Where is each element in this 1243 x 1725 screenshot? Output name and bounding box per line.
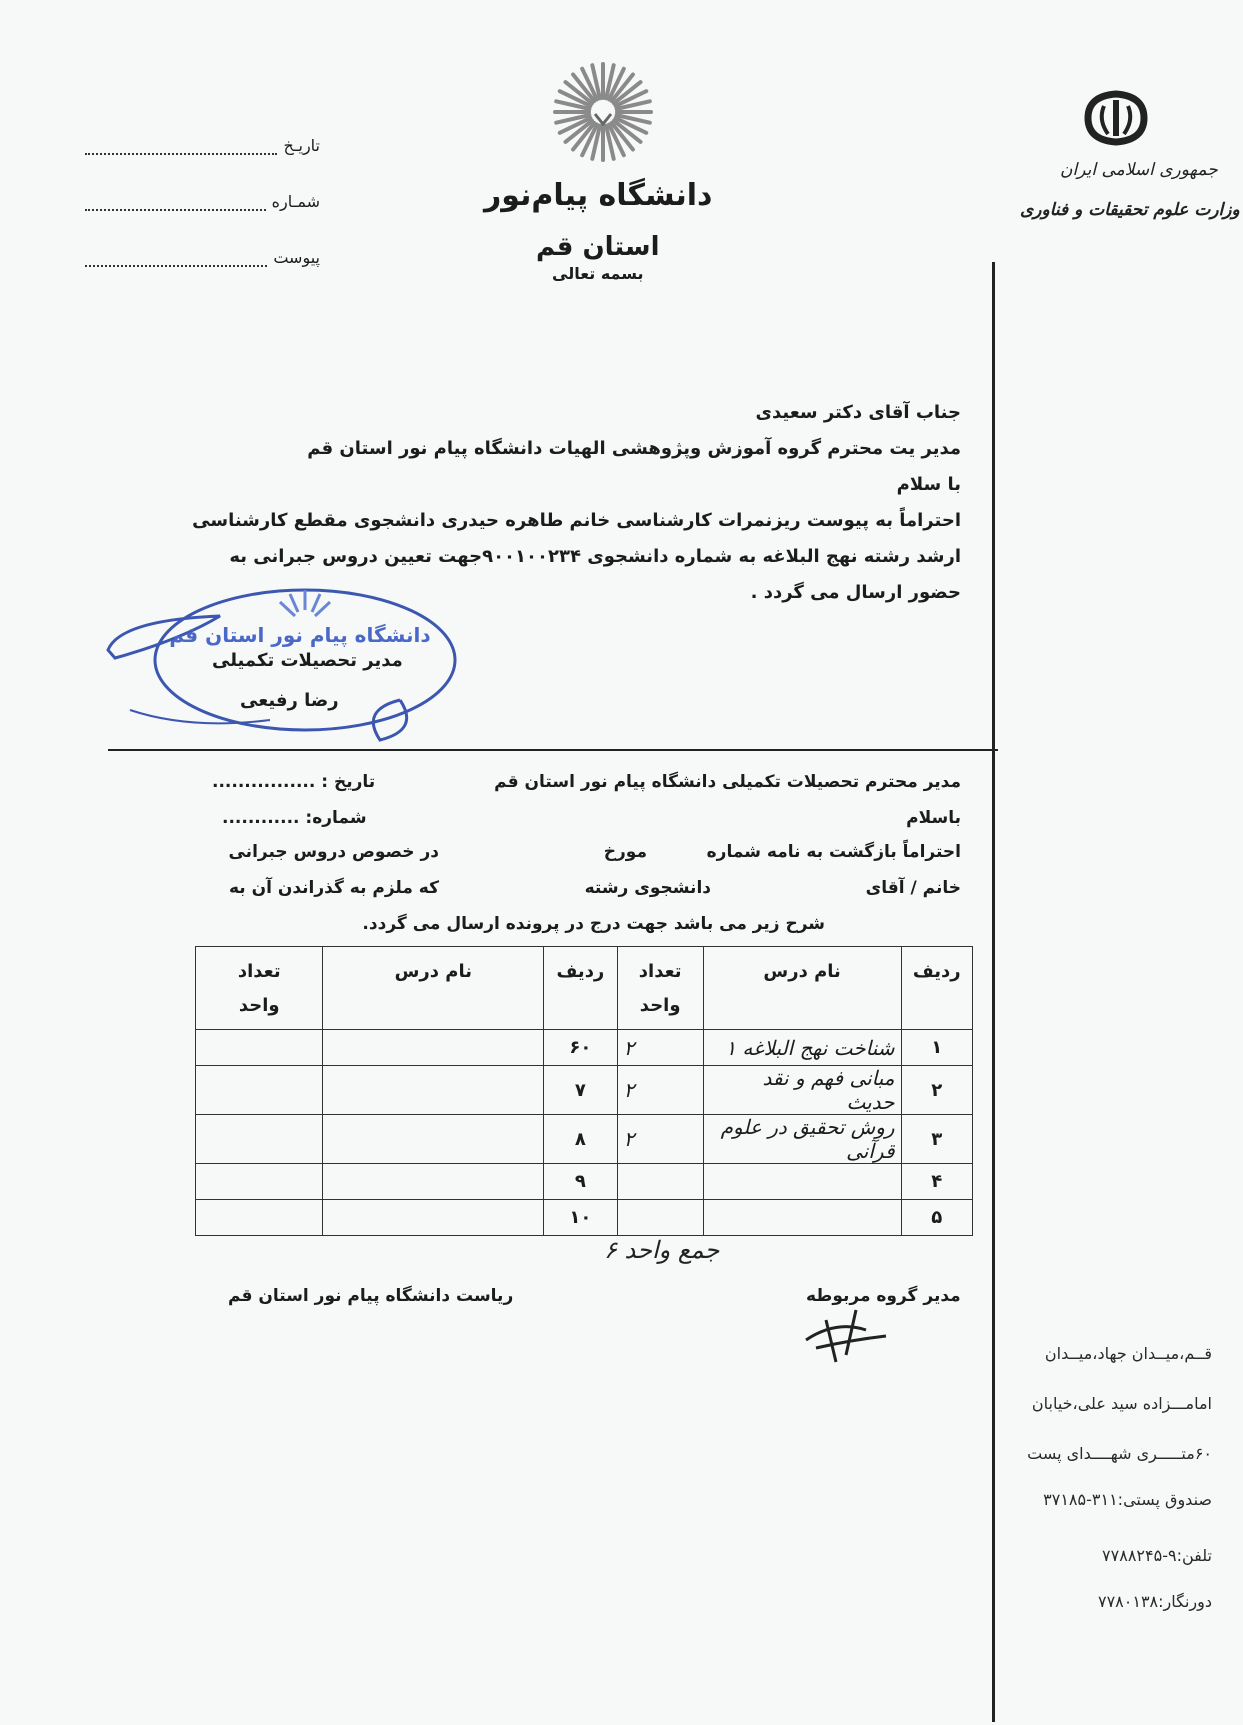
units-header-line1-2: تعداد (237, 961, 281, 982)
col-header-row: ردیف (901, 947, 972, 1030)
university-title: دانشگاه پیام‌نور (484, 178, 713, 213)
table-header-row (196, 947, 973, 1030)
row-course (703, 1164, 901, 1200)
row-course: روش تحقیق در علوم قرآنی (703, 1115, 901, 1164)
letter2-line2-c: که ملزم به گذراندن آن به (228, 878, 439, 898)
units-header-line1: تعداد (638, 961, 682, 982)
footer-address-line1: قــم،میــدان جهاد،میــدان (1044, 1344, 1212, 1363)
header-number (85, 192, 320, 211)
row-num: ۴ (901, 1164, 972, 1200)
dept-head-signature-label: مدیر گروه مربوطه (806, 1286, 961, 1306)
col-header-course: نام درس (703, 947, 901, 1030)
row-units (196, 1164, 323, 1200)
row-units: ۲ (617, 1066, 703, 1115)
col-header-course-2: نام درس (323, 947, 544, 1030)
row-course: شناخت نهج البلاغه ۱ (703, 1030, 901, 1066)
table-row (196, 1164, 973, 1200)
presidency-signature-label: ریاست دانشگاه پیام نور استان قم (228, 1286, 514, 1306)
table-row (196, 1200, 973, 1236)
units-header-line2: واحد (639, 995, 681, 1016)
letter1-body-line1: احتراماً به پیوست ریزنمرات کارشناسی خانم طاهره حیدری دانشجوی مقطع کارشناسی (192, 510, 961, 531)
header-number-dots (85, 195, 266, 211)
total-units-note: جمع واحد ۶ (604, 1236, 720, 1264)
col-header-units (617, 947, 703, 1030)
footer-postal-box: صندوق پستی:۳۱۱-۳۷۱۸۵ (1043, 1490, 1212, 1509)
letter2-number: شماره: ............ (222, 808, 367, 828)
header-date-dots (85, 139, 277, 155)
letter1-signatory-name: رضا رفیعی (240, 690, 339, 711)
row-num: ۲ (901, 1066, 972, 1115)
row-units: ۲ (617, 1115, 703, 1164)
row-units (196, 1030, 323, 1066)
col-header-units-2 (196, 947, 323, 1030)
province-title: استان قم (536, 232, 660, 262)
basmala: بسمه تعالی (552, 264, 644, 283)
letter1-signatory-title: مدیر تحصیلات تکمیلی (212, 650, 403, 671)
footer-address-line2: امامـــزاده سید علی،خیابان (1031, 1394, 1212, 1413)
emblem-line-2: وزارت علوم تحقیقات و فناوری (1020, 200, 1240, 220)
letter2-line2-b: دانشجوی رشته (584, 878, 711, 898)
header-attachment-dots (85, 251, 267, 267)
courses-table (195, 946, 973, 1236)
header-attachment (85, 248, 320, 267)
letter2-greeting: باسلام (906, 808, 961, 828)
row-course (323, 1066, 544, 1115)
row-course: مبانی فهم و نقد حدیث (703, 1066, 901, 1115)
row-units: ۲ (617, 1030, 703, 1066)
letter1-greeting: با سلام (896, 474, 961, 495)
row-num: ۱ (901, 1030, 972, 1066)
table-row (196, 1115, 973, 1164)
row-course (323, 1030, 544, 1066)
header-date-label: تاریـخ (283, 136, 320, 155)
letter2-line1-c: در خصوص دروس جبرانی (228, 842, 439, 862)
iran-emblem-icon (1078, 88, 1154, 148)
letter2-line3: شرح زیر می باشد جهت درج در پرونده ارسال می گردد. (362, 914, 825, 934)
row-course (323, 1200, 544, 1236)
row-units (196, 1115, 323, 1164)
row-num: ۵ (901, 1200, 972, 1236)
row-units (196, 1200, 323, 1236)
header-attachment-label: پیوست (273, 248, 320, 267)
letter1-body-line2: ارشد رشته نهج البلاغه به شماره دانشجوی ۹۰۰۱۰۰۲۳۴جهت تعیین دروس جبرانی به (229, 546, 961, 567)
footer-fax: دورنگار:۷۷۸۰۱۳۸ (1097, 1592, 1212, 1611)
table-row (196, 1030, 973, 1066)
letter1-body-line3: حضور ارسال می گردد . (750, 582, 961, 603)
col-header-row-2: ردیف (544, 947, 618, 1030)
row-num: ۶۰ (544, 1030, 618, 1066)
row-num: ۹ (544, 1164, 618, 1200)
row-course (323, 1164, 544, 1200)
header-date (85, 136, 320, 155)
row-units (196, 1066, 323, 1115)
letter1-addressee-title: مدیر یت محترم گروه آموزش وپژوهشی الهیات دانشگاه پیام نور استان قم (307, 438, 961, 459)
row-num: ۸ (544, 1115, 618, 1164)
letter2-date: تاریخ : ................ (212, 772, 376, 792)
row-units (617, 1164, 703, 1200)
letter2-line1-b: مورخ (603, 842, 647, 862)
footer-phone: تلفن:۹-۷۷۸۸۲۴۵ (1102, 1546, 1212, 1565)
header-number-label: شمـاره (271, 192, 320, 211)
row-num: ۳ (901, 1115, 972, 1164)
university-logo-icon (548, 62, 658, 168)
letter2-line1-a: احتراماً بازگشت به نامه شماره (706, 842, 961, 862)
letter2-addressee: مدیر محترم تحصیلات تکمیلی دانشگاه پیام نور استان قم (494, 772, 961, 792)
emblem-line-1: جمهوری اسلامی ایران (1060, 160, 1218, 180)
dept-head-signature (796, 1300, 896, 1370)
row-course (703, 1200, 901, 1236)
footer-address-line3: ۶۰متـــــری شهــــدای پست (1027, 1444, 1212, 1463)
units-header-line2-2: واحد (238, 995, 280, 1016)
letter2-line2-a: خانم / آقای (865, 878, 961, 898)
row-course (323, 1115, 544, 1164)
stamp-text: دانشگاه پیام نور استان قم (169, 623, 431, 647)
row-num: ۷ (544, 1066, 618, 1115)
row-units (617, 1200, 703, 1236)
letter1-addressee: جناب آقای دکتر سعیدی (755, 402, 961, 423)
table-row (196, 1066, 973, 1115)
row-num: ۱۰ (544, 1200, 618, 1236)
